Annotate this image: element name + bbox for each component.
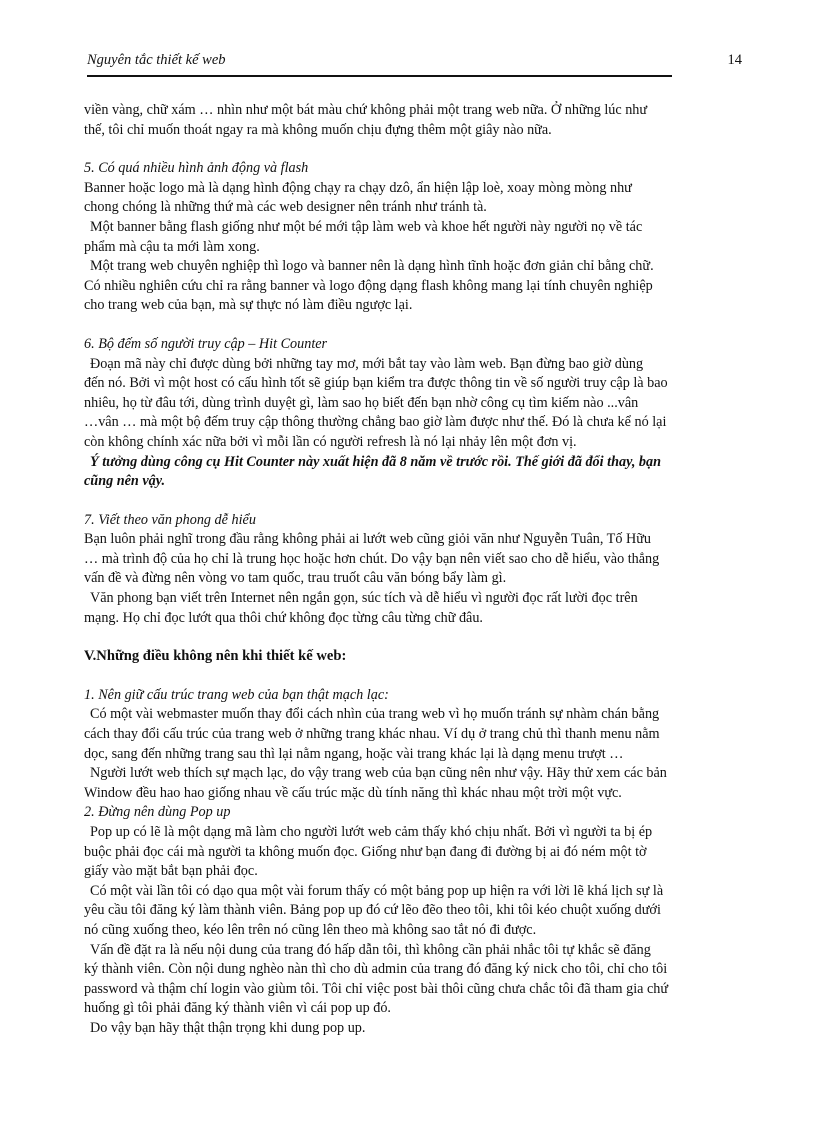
section-5-line: cho trang web của bạn, mà sự thực nó làm điều ngược lại. — [84, 297, 413, 314]
section-5-line: phẩm mà cậu ta mới làm xong. — [84, 238, 260, 255]
subsection-2-line: ký thành viên. Còn nội dung nghèo nàn thì cho dù admin của trang đó đăng ký nick cho tôi, chỉ cho tôi — [84, 961, 668, 978]
subsection-1-line: cách thay đổi cấu trúc của trang web ở những trang khác nhau. Ví dụ ở trang chủ thì thanh menu nằm — [84, 726, 660, 743]
subsection-2-line: Có một vài lần tôi có dạo qua một vài forum thấy có một bảng pop up hiện ra với lời lẽ khá lịch sự là — [90, 882, 664, 899]
spacer — [84, 316, 756, 335]
section-6-emphasis: Ý tưởng dùng công cụ Hit Counter này xuất hiện đã 8 năm về trước rồi. Thế giới đã đổi thay, bạn — [90, 453, 662, 470]
subsection-1-line: Có một vài webmaster muốn thay đổi cách nhìn của trang web vì họ muốn tránh sự nhàm chán bằng — [90, 706, 660, 723]
spacer — [84, 140, 756, 159]
section-6-line: …vân … mà một bộ đếm truy cập thông thường chẳng bao giờ làm được như thế. Đó là chưa kể nó lại — [84, 414, 667, 431]
section-7-line: vấn đề và đừng nên vòng vo tam quốc, trau truốt câu văn bóng bẩy làm gì. — [84, 570, 507, 587]
subsection-2-heading: 2. Đừng nên dùng Pop up — [84, 804, 231, 821]
subsection-2-line: Vấn đề đặt ra là nếu nội dung của trang đó hấp dẫn tôi, thì không cần phải nhắc tôi tự khắc sẽ đăng — [90, 941, 651, 958]
subsection-2-line: giấy vào mặt bắt bạn phải đọc. — [84, 863, 258, 880]
page-content — [84, 101, 756, 1039]
page-number: 14 — [727, 52, 742, 68]
section-6-line: nhiêu, họ từ đâu tới, dùng trình duyệt gì, làm sao họ biết đến bạn nhờ công cụ tìm kiếm nào ...vân — [84, 394, 639, 411]
subsection-2-line: password và thậm chí login vào giùm tôi. Tôi chỉ việc post bài thôi cũng chưa chắc tôi đã tham gia chứ — [84, 980, 669, 997]
section-7-line: mạng. Họ chỉ đọc lướt qua thôi chứ không đọc từng câu từng chữ đâu. — [84, 609, 483, 626]
section-7-heading: 7. Viết theo văn phong dễ hiểu — [84, 511, 256, 528]
section-5-line: Banner hoặc logo mà là dạng hình động chạy ra chạy dzô, ẩn hiện lập loè, xoay mòng mòng như — [84, 179, 632, 196]
section-6-line: còn không chính xác nữa bởi vì mỗi lần có người refresh là nó lại nhảy lên một đơn vị. — [84, 433, 577, 450]
section-5-line: Một banner bằng flash giống như một bé mới tập làm web và khoe hết người này người nọ về tác — [90, 218, 643, 235]
spacer — [84, 628, 756, 647]
intro-line: viền vàng, chữ xám … nhìn như một bát màu chứ không phải một trang web nữa. Ở những lúc như — [84, 102, 648, 118]
subsection-2-line: Pop up có lẽ là một dạng mã làm cho người lướt web cảm thấy khó chịu nhất. Bởi vì người ta bị ép — [90, 824, 653, 840]
subsection-2-line: Do vậy bạn hãy thật thận trọng khi dung pop up. — [90, 1019, 366, 1036]
section-7-line: … mà trình độ của họ chỉ là trung học hoặc hơn chút. Do vậy bạn nên viết sao cho dễ hiểu, vào thẳng — [84, 550, 660, 567]
section-5-line: Một trang web chuyên nghiệp thì logo và banner nên là dạng hình tĩnh hoặc đơn giản chỉ bằng chữ. — [90, 258, 654, 275]
section-6-line: Đoạn mã này chỉ được dùng bởi những tay mơ, mới bắt tay vào làm web. Bạn đừng bao giờ dùng — [90, 355, 644, 372]
section-6-heading: 6. Bộ đếm số người truy cập – Hit Counter — [84, 335, 328, 352]
section-5-line: Có nhiều nghiên cứu chỉ ra rằng banner và logo động dạng flash không mang lại tính chuyên nghiệp — [84, 277, 653, 294]
spacer — [84, 492, 756, 511]
subsection-2-line: huống gì tôi phải đăng ký thành viên vì cái pop up đó. — [84, 1000, 391, 1017]
subsection-1-heading: 1. Nên giữ cấu trúc trang web của bạn thật mạch lạc: — [84, 686, 389, 703]
section-7-line: Văn phong bạn viết trên Internet nên ngắn gọn, súc tích và dễ hiểu vì người đọc rất lười đọc trên — [90, 590, 638, 607]
header-rule — [87, 75, 672, 77]
subsection-1-line: dọc, sang đến những trang sau thì lại nằm ngang, hoặc vài trang khác lại là dạng menu trượt … — [84, 745, 624, 762]
section-v-heading: V.Những điều không nên khi thiết kế web: — [84, 648, 347, 665]
subsection-1-line: Người lướt web thích sự mạch lạc, do vậy trang web của bạn cũng nên như vậy. Hãy thử xem các bản — [90, 765, 667, 782]
section-7-line: Bạn luôn phải nghĩ trong đầu rằng không phải ai lướt web cũng giỏi văn như Nguyễn Tuân, Tố Hữu — [84, 531, 652, 548]
intro-line: thế, tôi chỉ muốn thoát ngay ra mà không muốn chịu đựng thêm một giây nào nữa. — [84, 121, 552, 138]
subsection-2-line: nó cũng xuống theo, kéo lên trên nó cũng lên theo mà không sao tắt nó đi được. — [84, 921, 537, 938]
section-6-emphasis: cũng nên vậy. — [84, 473, 166, 490]
subsection-1-line: Window đều hao hao giống nhau về cấu trúc mặc dù tính năng thì khác nhau một trời một vực. — [84, 784, 622, 801]
header-title: Nguyên tắc thiết kế web — [87, 52, 226, 68]
subsection-2-line: yêu cầu tôi đăng ký làm thành viên. Bảng pop up đó cứ lẽo đẽo theo tôi, khi tôi kéo chuột xuống dưới — [84, 902, 661, 919]
section-5-line: chong chóng là những thứ mà các web designer nên tránh như tránh tà. — [84, 199, 487, 216]
section-5-heading: 5. Có quá nhiều hình ảnh động và flash — [84, 160, 309, 177]
page-header — [87, 52, 742, 72]
spacer — [84, 667, 756, 686]
subsection-2-line: buộc phải đọc cái mà người ta không muốn đọc. Giống như bạn đang đi đường bị ai đó ném một tờ — [84, 843, 647, 860]
section-6-line: đến nó. Bởi vì một host có cấu hình tốt sẽ giúp bạn kiểm tra được thông tin về số người truy cập là bao — [84, 375, 668, 392]
